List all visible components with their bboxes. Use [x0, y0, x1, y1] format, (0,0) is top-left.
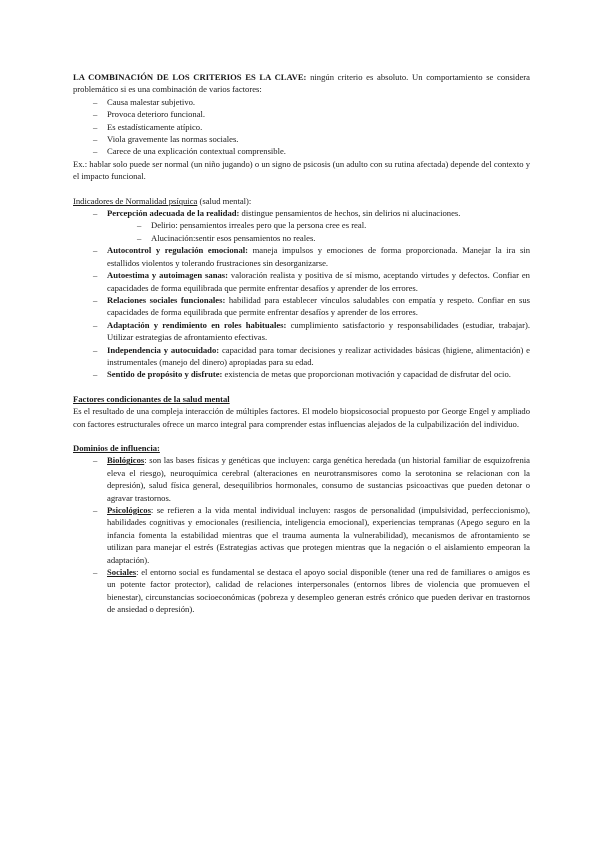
indicator-text: existencia de metas que proporcionan motivación y capacidad de disfrutar del ocio.	[222, 369, 511, 380]
factors-heading: Factores condicionantes de la salud mental	[73, 393, 230, 404]
domain-label: Sociales	[107, 567, 137, 578]
indicator-label: Adaptación y rendimiento en roles habituales:	[107, 319, 287, 330]
indicator-label: Autoestima y autoimagen sanas:	[107, 270, 228, 281]
indicator-label: Autocontrol y regulación emocional:	[107, 245, 248, 256]
indicators-heading: Indicadores de Normalidad psíquica	[73, 195, 198, 206]
criteria-item: – Causa malestar subjetivo.	[73, 96, 530, 108]
indicator-item	[73, 344, 530, 369]
domains-list	[73, 454, 530, 615]
indicator-item	[73, 207, 530, 244]
indicator-item	[73, 269, 530, 294]
indicator-item	[73, 294, 530, 319]
indicator-text: capacidad para tomar decisiones y realizar actividades básicas (higiene, alimentación) e instrumentales (manejo del dinero) apropiadas para su edad.	[107, 344, 530, 367]
criteria-heading: LA COMBINACIÓN DE LOS CRITERIOS ES LA CLAVE:	[73, 72, 307, 82]
criteria-intro: ningún criterio es absoluto. Un comportamiento se considera problemático si es una combinación de varios factores:	[73, 72, 530, 95]
indicator-item	[73, 319, 530, 344]
indicator-label: Percepción adecuada de la realidad:	[107, 208, 240, 219]
indicator-text: cumplimiento satisfactorio y responsabilidades (estudiar, trabajar). Utilizar estrategias de afrontamiento efectivas.	[107, 319, 530, 343]
domain-item	[73, 454, 530, 504]
indicators-heading-line	[73, 195, 530, 207]
domain-text: : el entorno social es fundamental se destaca el apoyo social disponible (tener una red de familiares o amigos es un potente factor protector), calidad de relaciones interpersonales (entornos libres de violencia que promueven el bienestar), circunstancias socioeconómicas (pobreza y desempleo generan estrés crónico que pueden derivar en trastornos de ansiedad o depresión).	[107, 567, 530, 615]
indicator-subitem: – Alucinación:sentir esos pensamientos no reales.	[107, 232, 530, 244]
indicator-text: habilidad para establecer vínculos saludables con empatía y respeto. Confiar en sus capacidades de forma equilibrada que permite enfrentar desafíos y aprender de los errores.	[107, 294, 530, 318]
domain-text: : son las bases físicas y genéticas que incluyen: carga genética heredada (un historial familiar de esquizofrenia eleva el riesgo), neuroquímica cerebral (alteraciones en neurotransmisores como la serotonina se relacionan con la depresión), salud física general, desequilibrios hormonales, consumo de sustancias psicoactivas que pueden detonar o agravar trastornos.	[107, 455, 530, 503]
domain-item	[73, 504, 530, 566]
domains-heading: Dominios de influencia:	[73, 442, 160, 453]
criteria-item: – Es estadísticamente atípico.	[73, 121, 530, 133]
indicator-text: maneja impulsos y emociones de forma proporcionada. Manejar la ira sin estallidos violentos y tolerando frustraciones sin desorganizarse.	[107, 245, 530, 268]
indicators-list	[73, 207, 530, 381]
criteria-item: – Provoca deterioro funcional.	[73, 108, 530, 120]
domain-text: : se refieren a la vida mental individual incluyen: rasgos de personalidad (impulsividad, perfeccionismo), habilidades cognitivas y emocionales (resiliencia, inteligencia emocional), experiencias tempranas (Apego seguro en la infancia fomenta la estabilidad mientras que el trauma aumenta la vulnerabilidad), mecanismos de afrontamiento se utilizan para manejar el estrés (Estrategias activas que protegen mientras que la negación o el aislamiento empeoran la adaptación).	[107, 505, 530, 565]
indicator-text: valoración realista y positiva de sí mismo, aceptando virtudes y defectos. Confiar en capacidades de forma equilibrada que permite enfrentar desafíos y aprender de los errores.	[107, 270, 530, 293]
indicator-item	[73, 244, 530, 269]
indicators-heading-suffix: (salud mental):	[197, 195, 252, 206]
criteria-example: Ex.: hablar solo puede ser normal (un niño jugando) o un signo de psicosis (un adulto con su rutina afectada) depende del contexto y el impacto funcional.	[73, 158, 530, 182]
domain-label: Psicológicos	[107, 505, 151, 515]
indicator-label: Sentido de propósito y disfrute:	[107, 369, 223, 380]
domain-label: Biológicos	[107, 455, 145, 466]
criteria-item: – Viola gravemente las normas sociales.	[73, 133, 530, 145]
criteria-item: – Carece de una explicación contextual comprensible.	[73, 145, 530, 157]
factors-text: Es el resultado de una compleja interacción de múltiples factores. El modelo biopsicosocial propuesto por George Engel y ampliado con factores estructurales ofrece un marco integral para comprender estas influencias alejados de la culpabilización del individuo.	[73, 406, 530, 429]
criteria-list	[73, 96, 530, 158]
indicator-subitem: – Delirio: pensamientos irreales pero que la persona cree es real.	[107, 219, 530, 231]
indicator-label: Independencia y autocuidado:	[107, 344, 220, 355]
criteria-paragraph	[73, 71, 530, 96]
indicator-label: Relaciones sociales funcionales:	[107, 294, 226, 305]
indicator-sublist	[107, 219, 530, 244]
indicator-item	[73, 368, 530, 380]
domain-item	[73, 566, 530, 616]
indicator-text: distingue pensamientos de hechos, sin delirios ni alucinaciones.	[239, 208, 461, 219]
